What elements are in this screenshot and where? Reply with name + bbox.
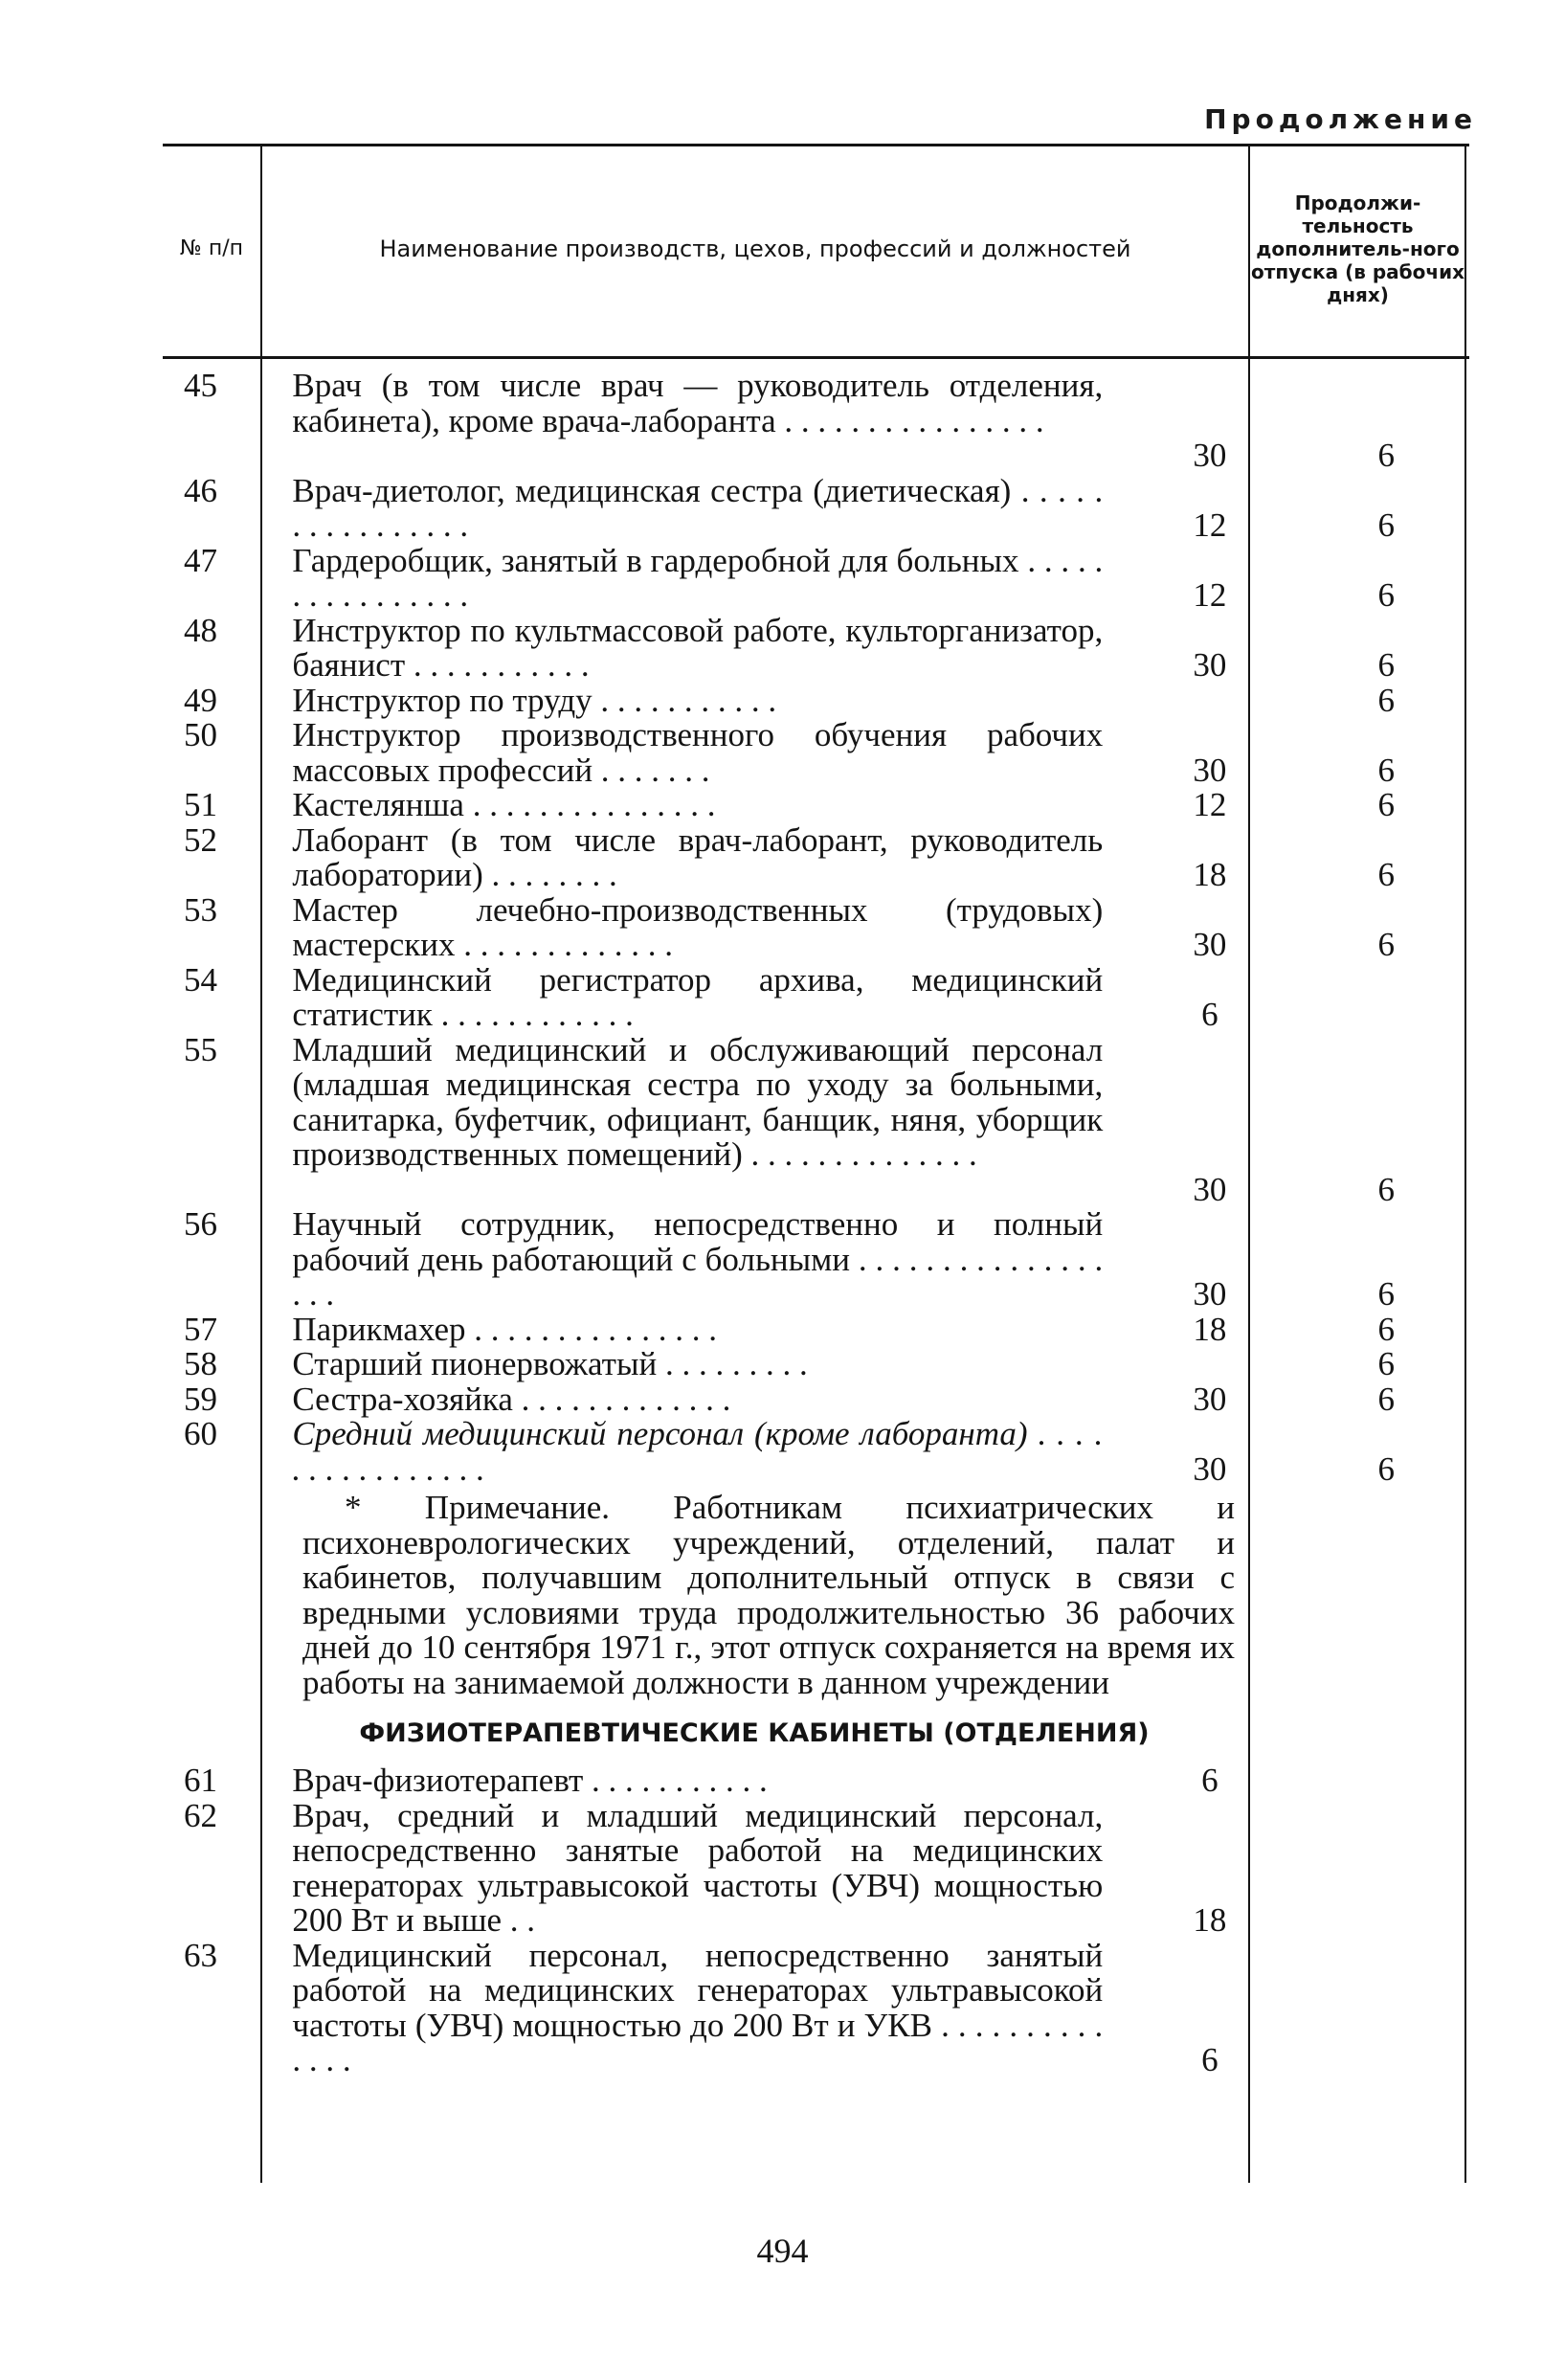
row-workday-hours: 6: [1377, 506, 1395, 544]
row-workday-hours: 6: [1377, 786, 1395, 823]
row-number: 52: [184, 820, 217, 859]
row-name: Старший пионервожатый . . . . . . . . .: [292, 1345, 808, 1382]
row-number: 61: [184, 1762, 217, 1799]
row-name: Врач-физиотерапевт . . . . . . . . . . .: [292, 1762, 768, 1799]
row-number: 53: [184, 890, 217, 929]
table-row: [163, 541, 1469, 614]
row-workday-hours: [1303, 1939, 1469, 2078]
row-workday-hours: 6: [1377, 1275, 1395, 1313]
table-row: [163, 1030, 1469, 1208]
row-number: 47: [184, 541, 217, 579]
row-name: Инструктор по культмассовой работе, культорганизатор, баянист . . . . . . . . . . .: [292, 611, 1104, 684]
row-workday-hours: 6: [1377, 1345, 1395, 1382]
header-name: Наименование производств, цехов, профессий и должностей: [379, 236, 1131, 262]
continuation-label: Продолжение: [1204, 103, 1477, 135]
row-name: Мастер лечебно-производственных (трудовых) мастерских . . . . . . . . . . . . .: [292, 890, 1104, 963]
row-number: 49: [184, 681, 217, 719]
table-row: [163, 471, 1469, 544]
row-number: 59: [184, 1380, 217, 1418]
table-row: [163, 1347, 1469, 1382]
table-body: [163, 369, 1469, 2078]
row-name: Медицинский персонал, непосредственно занятый работой на медицинских генераторах ультравысокой частоты (УВЧ) мощностью до 200 Вт и УКВ . . . . . . . . . . . . . .: [292, 1936, 1104, 2078]
page-number: 494: [756, 2232, 809, 2270]
row-vacation-days: 30: [1193, 1449, 1227, 1488]
row-name: Лаборант (в том числе врач-лаборант, руководитель лаборатории) . . . . . . . .: [292, 820, 1104, 893]
row-workday-hours: [1303, 1799, 1469, 1939]
row-name: Врач (в том числе врач — руководитель отделения, кабинета), кроме врача-лаборанта . . . . . . . . . . . . . . . .: [292, 367, 1104, 439]
row-vacation-days: 18: [1193, 1310, 1227, 1348]
table-row: [163, 681, 1469, 719]
row-vacation-days: [1116, 1347, 1303, 1382]
table-row: [163, 1417, 1469, 1487]
row-workday-hours: 6: [1377, 1449, 1395, 1488]
table-row: [163, 1310, 1469, 1348]
row-vacation-days: 30: [1193, 437, 1227, 474]
row-name: Медицинский регистратор архива, медицинский статистик . . . . . . . . . . . .: [292, 960, 1104, 1033]
row-vacation-days: 12: [1193, 506, 1227, 544]
row-number: 48: [184, 611, 217, 649]
header-bottom-rule: [163, 356, 1469, 359]
table-row: [163, 820, 1469, 893]
row-vacation-days: 30: [1193, 646, 1227, 684]
row-vacation-days: 30: [1193, 1275, 1227, 1313]
row-workday-hours: 6: [1377, 1310, 1395, 1348]
row-name: Младший медицинский и обслуживающий персонал (младшая медицинская сестра по уходу за больными, санитарка, буфетчик, официант, банщик, няня, уборщик производственных помещений) . . . . . . . . . . . . . .: [292, 1030, 1104, 1173]
row-number: 62: [184, 1796, 217, 1834]
header-number: № п/п: [179, 236, 244, 260]
row-number: 50: [184, 716, 217, 753]
row-name: Средний медицинский персонал (кроме лаборанта) . . . . . . . . . . . . . . . .: [292, 1415, 1104, 1488]
staff-table: [163, 144, 1469, 2183]
table-row: [163, 1207, 1469, 1313]
row-vacation-days: 6: [1201, 2041, 1218, 2078]
row-vacation-days: 12: [1193, 576, 1227, 614]
row-number: 46: [184, 471, 217, 509]
row-number: 60: [184, 1415, 217, 1452]
row-vacation-days: 6: [1201, 1762, 1218, 1799]
row-name: Инструктор по труду . . . . . . . . . . .: [292, 681, 777, 719]
table-row: [163, 611, 1469, 684]
row-workday-hours: 6: [1377, 576, 1395, 614]
row-workday-hours: 6: [1377, 1170, 1395, 1208]
row-workday-hours: 6: [1377, 681, 1395, 719]
row-name: Врач-диетолог, медицинская сестра (диетическая) . . . . . . . . . . . . . . . .: [292, 471, 1104, 544]
row-number: 57: [184, 1310, 217, 1348]
row-vacation-days: 30: [1193, 1380, 1227, 1418]
row-number: 58: [184, 1345, 217, 1382]
table-row: [163, 1936, 1469, 2078]
row-number: 63: [184, 1936, 217, 1974]
row-number: 51: [184, 786, 217, 823]
header-vacation: Продолжи-тельность дополнитель-ного отпуска (в рабочих днях): [1251, 191, 1464, 306]
row-name: Парикмахер . . . . . . . . . . . . . . .: [292, 1310, 718, 1348]
table-row: [163, 1763, 1469, 1799]
row-number: 54: [184, 960, 217, 999]
table-row: [163, 369, 1469, 474]
row-vacation-days: [1116, 684, 1303, 719]
table-row: [163, 718, 1469, 788]
table-row: [163, 1382, 1469, 1418]
row-name: Научный сотрудник, непосредственно и полный рабочий день работающий с больными . . . . . . . . . . . . . . . . . .: [292, 1205, 1104, 1313]
row-workday-hours: 6: [1377, 856, 1395, 893]
row-name: Инструктор производственного обучения рабочих массовых профессий . . . . . . .: [292, 716, 1104, 789]
table-row: [163, 1796, 1469, 1939]
row-workday-hours: [1303, 1763, 1469, 1799]
row-name: Врач, средний и младший медицинский персонал, непосредственно занятые работой на медицинских генераторах ультравысокой частоты (УВЧ) мощностью 200 Вт и выше . .: [292, 1796, 1104, 1939]
row-number: 55: [184, 1030, 217, 1068]
row-vacation-days: 18: [1193, 856, 1227, 893]
row-name: Сестра-хозяйка . . . . . . . . . . . . .: [292, 1380, 731, 1418]
row-name: Кастелянша . . . . . . . . . . . . . . .: [292, 786, 716, 823]
row-workday-hours: 6: [1377, 1380, 1395, 1418]
row-workday-hours: 6: [1377, 437, 1395, 474]
row-vacation-days: 30: [1193, 926, 1227, 963]
row-name: Гардеробщик, занятый в гардеробной для больных . . . . . . . . . . . . . . . .: [292, 541, 1104, 614]
table-note: * Примечание. Работникам психиатрических и психоневрологических учреждений, отделений, палат и кабинетов, получавшим дополнительный отпуск в связи с вредными условиями труда продолжительностью 36 рабочих дней до 10 сентября 1971 г., этот отпуск сохраняется на время их работы на занимаемой должности в данном учреждении: [302, 1489, 1235, 1701]
row-vacation-days: 30: [1193, 751, 1227, 789]
row-number: 56: [184, 1205, 217, 1243]
table-row: [163, 890, 1469, 963]
row-vacation-days: 18: [1193, 1901, 1227, 1939]
table-row: [163, 960, 1469, 1033]
table-row: [163, 788, 1469, 823]
row-number: 45: [184, 367, 217, 404]
row-workday-hours: [1303, 963, 1469, 1033]
row-workday-hours: 6: [1377, 751, 1395, 789]
row-vacation-days: 12: [1193, 786, 1227, 823]
row-workday-hours: 6: [1377, 646, 1395, 684]
section-title: ФИЗИОТЕРАПЕВТИЧЕСКИЕ КАБИНЕТЫ (ОТДЕЛЕНИЯ): [359, 1718, 1150, 1748]
row-workday-hours: 6: [1377, 926, 1395, 963]
row-vacation-days: 6: [1201, 996, 1218, 1033]
row-vacation-days: 30: [1193, 1170, 1227, 1208]
